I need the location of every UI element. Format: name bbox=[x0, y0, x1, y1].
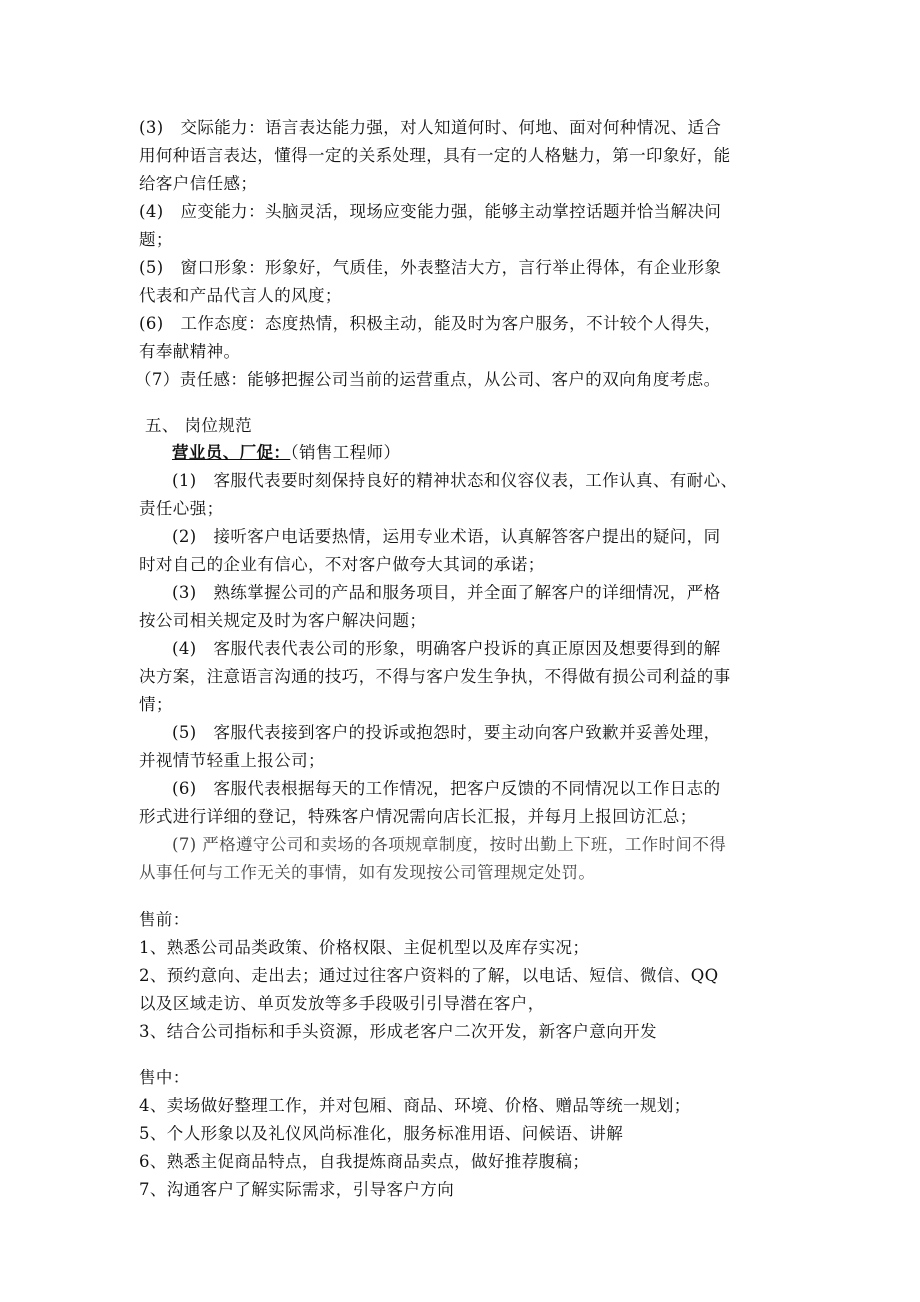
duty-4-line-3: 情； bbox=[139, 695, 173, 714]
duty-2-line-2: 时对自己的企业有信心，不对客户做夸大其词的承诺； bbox=[139, 555, 545, 574]
section-title: 五、 岗位规范 bbox=[145, 416, 253, 435]
presale-item-2-line-1: 2、预约意向、走出去；通过过往客户资料的了解，以电话、短信、微信、QQ bbox=[139, 966, 719, 985]
presale-item-2-line-2: 以及区域走访、单页发放等多手段吸引引导潜在客户， bbox=[139, 994, 545, 1013]
ability-3-line-2: 用何种语言表达，懂得一定的关系处理，具有一定的人格魅力，第一印象好，能 bbox=[139, 146, 731, 165]
ability-3-line-3: 给客户信任感； bbox=[139, 174, 258, 193]
duty-6-line-2: 形式进行详细的登记，特殊客户情况需向店长汇报，并每月上报回访汇总； bbox=[139, 807, 697, 826]
insale-item-6: 6、熟悉主促商品特点，自我提炼商品卖点，做好推荐腹稿； bbox=[139, 1152, 590, 1171]
duty-7-line-1: (7) 严格遵守公司和卖场的各项规章制度，按时出勤上下班，工作时间不得 bbox=[172, 835, 727, 854]
duty-3-line-1: (3) 熟练掌握公司的产品和服务项目，并全面了解客户的详细情况，严格 bbox=[172, 583, 721, 602]
insale-item-4: 4、卖场做好整理工作，并对包厢、商品、环境、价格、赠品等统一规划； bbox=[139, 1096, 691, 1115]
insale-title: 售中： bbox=[139, 1068, 190, 1087]
ability-5-line-2: 代表和产品代言人的风度； bbox=[139, 286, 342, 305]
duty-1-line-2: 责任心强； bbox=[139, 499, 224, 518]
duty-2-line-1: (2) 接听客户电话要热情，运用专业术语，认真解答客户提出的疑问，同 bbox=[172, 527, 721, 546]
ability-6-line-2: 有奉献精神。 bbox=[139, 342, 241, 361]
duty-7-line-2: 从事任何与工作无关的事情，如有发现按公司管理规定处罚。 bbox=[139, 863, 596, 882]
ability-4-line-2: 题； bbox=[139, 230, 173, 249]
role-note: （销售工程师） bbox=[290, 443, 401, 462]
presale-item-1: 1、熟悉公司品类政策、价格权限、主促机型以及库存实况； bbox=[139, 938, 590, 957]
ability-3-line-1: (3) 交际能力：语言表达能力强，对人知道何时、何地、面对何种情况、适合 bbox=[139, 118, 722, 137]
duty-5-line-1: (5) 客服代表接到客户的投诉或抱怨时，要主动向客户致歉并妥善处理， bbox=[172, 723, 721, 742]
presale-title: 售前： bbox=[139, 910, 190, 929]
duty-5-line-2: 并视情节轻重上报公司； bbox=[139, 751, 325, 770]
duty-1-line-1: (1) 客服代表要时刻保持良好的精神状态和仪容仪表，工作认真、有耐心、 bbox=[172, 471, 738, 490]
duty-4-line-1: (4) 客服代表代表公司的形象，明确客户投诉的真正原因及想要得到的解 bbox=[172, 639, 721, 658]
duty-6-line-1: (6) 客服代表根据每天的工作情况，把客户反馈的不同情况以工作日志的 bbox=[172, 779, 721, 798]
insale-item-7: 7、沟通客户了解实际需求，引导客户方向 bbox=[139, 1180, 455, 1199]
ability-7-line-1: （7）责任感：能够把握公司当前的运营重点，从公司、客户的双向角度考虑。 bbox=[135, 370, 721, 389]
role-line bbox=[172, 443, 400, 463]
insale-item-5: 5、个人形象以及礼仪风尚标准化，服务标准用语、问候语、讲解 bbox=[139, 1124, 624, 1143]
role-title: 营业员、厂促： bbox=[172, 443, 291, 462]
duty-3-line-2: 按公司相关规定及时为客户解决问题； bbox=[139, 611, 427, 630]
ability-4-line-1: (4) 应变能力：头脑灵活，现场应变能力强，能够主动掌控话题并恰当解决问 bbox=[139, 202, 722, 221]
presale-item-3: 3、结合公司指标和手头资源，形成老客户二次开发，新客户意向开发 bbox=[139, 1022, 657, 1041]
ability-6-line-1: (6) 工作态度：态度热情，积极主动，能及时为客户服务，不计较个人得失， bbox=[139, 314, 722, 333]
ability-5-line-1: (5) 窗口形象：形象好，气质佳，外表整洁大方，言行举止得体，有企业形象 bbox=[139, 258, 722, 277]
duty-4-line-2: 决方案，注意语言沟通的技巧，不得与客户发生争执，不得做有损公司利益的事 bbox=[139, 667, 731, 686]
